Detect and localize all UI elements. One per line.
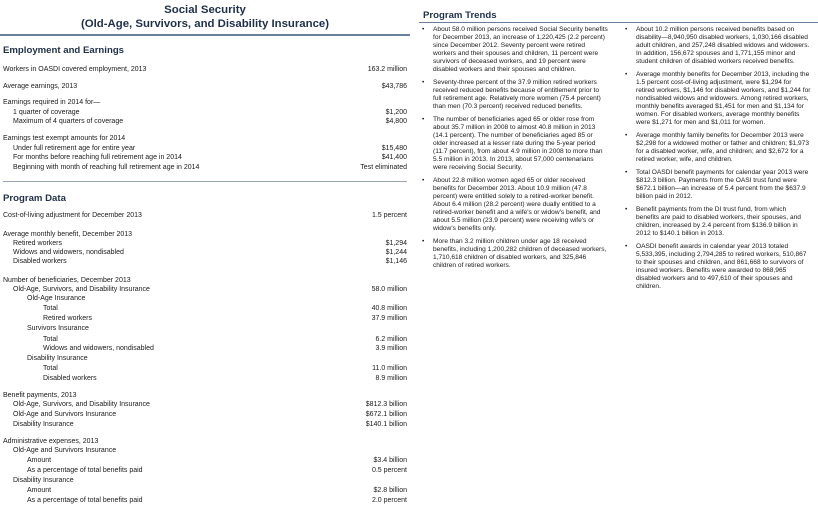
- row-value: $812.3 billion: [365, 401, 407, 408]
- row-label: Earnings test exempt amounts for 2014: [3, 135, 126, 142]
- list-item: [623, 169, 811, 201]
- table-row: [3, 239, 407, 248]
- row-label: Survivors Insurance: [27, 325, 89, 332]
- bullet-icon: •: [625, 243, 628, 250]
- row-label: Disability Insurance: [13, 421, 74, 428]
- table-row: [3, 153, 407, 162]
- row-label: Amount: [27, 487, 52, 494]
- row-value: $15,480: [381, 145, 407, 152]
- row-value: $43,786: [381, 83, 407, 90]
- list-item: [420, 26, 608, 74]
- row-value: 2.0 percent: [371, 497, 407, 504]
- bullet-icon: •: [422, 26, 425, 33]
- bullet-text: Total OASDI benefit payments for calendar year 2013 were $812.3 billion. Payments from the OASI trust fund were $672.1 billion—an increase of 5.4 percent from the $637.9 billion paid in 2012.: [636, 169, 809, 200]
- table-row: [3, 117, 407, 126]
- table-row: [3, 276, 407, 285]
- list-item: [623, 26, 811, 66]
- bullet-text: About 10.2 million persons received benefits based on disability—8,940,950 disabled workers, 1,030,166 disabled adult children, and 257,248 disabled widows and widowers. In addition, 156,672 spouses and 1,771,155 minor and student children of disabled workers received benefits.: [636, 26, 810, 65]
- row-value: 58.0 million: [371, 286, 407, 293]
- row-value: $672.1 billion: [365, 411, 407, 418]
- trends-column-2: [623, 26, 811, 296]
- program-data-heading: Program Data: [3, 193, 66, 204]
- row-value: 37.9 million: [371, 315, 407, 322]
- table-row: [3, 496, 407, 505]
- list-item: [420, 177, 608, 233]
- table-row: [3, 108, 407, 117]
- table-row: [3, 354, 407, 363]
- table-row: [3, 476, 407, 485]
- bullet-icon: •: [625, 71, 628, 78]
- bullet-icon: •: [422, 79, 425, 86]
- table-row: [3, 486, 407, 495]
- title-line-1: Social Security: [164, 4, 246, 16]
- table-row: [3, 391, 407, 400]
- row-label: Administrative expenses, 2013: [3, 438, 99, 445]
- row-label: For months before reaching full retirement age in 2014: [13, 154, 182, 161]
- bullet-icon: •: [422, 238, 425, 245]
- bullet-text: More than 3.2 million children under age 18 received benefits, including 1,200,282 children of deceased workers, 1,710,618 children of disabled workers, and 325,846 children of retired workers.: [433, 238, 607, 269]
- row-label: Total: [43, 365, 58, 372]
- table-row: [3, 65, 407, 74]
- row-value: $3.4 billion: [373, 457, 407, 464]
- row-label: As a percentage of total benefits paid: [27, 467, 143, 474]
- row-value: $1,146: [385, 258, 407, 265]
- table-row: [3, 420, 407, 429]
- section-divider: [3, 181, 407, 182]
- title-divider: [0, 34, 410, 36]
- row-value: 1.5 percent: [371, 212, 407, 219]
- table-row: [3, 248, 407, 257]
- bullet-icon: •: [422, 177, 425, 184]
- employment-heading: Employment and Earnings: [3, 45, 125, 56]
- table-row: [3, 466, 407, 475]
- row-label: Under full retirement age for entire year: [13, 145, 136, 152]
- table-row: [3, 374, 407, 383]
- table-row: [3, 257, 407, 266]
- row-label: Total: [43, 305, 58, 312]
- table-row: [3, 400, 407, 409]
- row-label: Old-Age and Survivors Insurance: [13, 447, 117, 454]
- row-value: 0.5 percent: [371, 467, 407, 474]
- list-item: [420, 79, 608, 111]
- bullet-text: Average monthly family benefits for December 2013 were $2,298 for a widowed mother or father and children; $1,973 for a disabled worker, wife, and children; and $2,672 for a retired worker, wife, and children.: [636, 132, 810, 163]
- list-item: [623, 71, 811, 127]
- bullet-text: Average monthly benefits for December 2013, including the 1.5 percent cost-of-living adjustment, were $1,294 for retired workers, $1,146 for disabled workers, and $1,244 for nondisabled widows and widowers. Among retired workers, monthly benefits averaged $1,451 for men and $1,134 for women. For disabled workers, average monthly benefits were $1,271 for men and $1,011 for women.: [636, 71, 811, 126]
- table-row: [3, 344, 407, 353]
- row-value: 8.9 million: [375, 375, 407, 382]
- bullet-text: About 58.0 million persons received Social Security benefits for December 2013, an increase of 1,220,425 (2.2 percent) since December 2012. Seventy percent were retired workers and their spouses and children, 11 percent were survivors of deceased workers, and 19 percent were disabled workers and their spouses and children.: [433, 26, 608, 73]
- bullet-icon: •: [625, 26, 628, 33]
- table-row: [3, 314, 407, 323]
- table-row: [3, 304, 407, 313]
- row-label: 1 quarter of coverage: [13, 109, 80, 116]
- table-row: [3, 144, 407, 153]
- trends-divider: [419, 22, 818, 23]
- row-label: Benefit payments, 2013: [3, 392, 77, 399]
- row-label: As a percentage of total benefits paid: [27, 497, 143, 504]
- list-item: [420, 238, 608, 270]
- table-row: [3, 437, 407, 446]
- row-label: Amount: [27, 457, 52, 464]
- row-label: Disabled workers: [43, 375, 97, 382]
- table-row: [3, 163, 407, 172]
- row-label: Disability Insurance: [13, 477, 74, 484]
- table-row: [3, 134, 407, 143]
- table-row: [3, 285, 407, 294]
- row-value: $1,244: [385, 249, 407, 256]
- table-row: [3, 446, 407, 455]
- bullet-text: Benefit payments from the DI trust fund, from which benefits are paid to disabled workers, their spouses, and children, increased by 2.4 percent from $136.9 billion in 2012 to $140.1 billion in 2013.: [636, 206, 801, 237]
- table-row: [3, 211, 407, 220]
- row-value: $140.1 billion: [365, 421, 407, 428]
- row-value: $2.8 billion: [373, 487, 407, 494]
- row-label: Old-Age Insurance: [27, 295, 86, 302]
- table-row: [3, 324, 407, 333]
- row-value: 40.8 million: [371, 305, 407, 312]
- bullet-icon: •: [422, 116, 425, 123]
- table-row: [3, 82, 407, 91]
- table-row: [3, 230, 407, 239]
- row-value: $41,400: [381, 154, 407, 161]
- table-row: [3, 294, 407, 303]
- list-item: [623, 206, 811, 238]
- row-value: Test eliminated: [360, 164, 407, 171]
- bullet-icon: •: [625, 132, 628, 139]
- row-label: Average monthly benefit, December 2013: [3, 231, 133, 238]
- row-label: Old-Age and Survivors Insurance: [13, 411, 117, 418]
- row-value: $1,294: [385, 240, 407, 247]
- bullet-text: About 22.8 million women aged 65 or older received benefits for December 2013. About 10.9 million (47.8 percent) were entitled solely to a retired-worker benefit. About 6.4 million (28.2 percent) were dually entitled to a retired-worker benefit and a wife's or widow's benefit, and about 5.5 million (23.9 percent) were receiving wife's or widow's benefits only.: [433, 177, 601, 232]
- row-value: $1,200: [385, 109, 407, 116]
- row-value: 163.2 million: [367, 66, 407, 73]
- table-row: [3, 335, 407, 344]
- row-label: Beginning with month of reaching full retirement age in 2014: [13, 164, 200, 171]
- row-label: Workers in OASDI covered employment, 2013: [3, 66, 147, 73]
- row-label: Widows and widowers, nondisabled: [13, 249, 124, 256]
- row-value: 3.9 million: [375, 345, 407, 352]
- row-label: Cost-of-living adjustment for December 2013: [3, 212, 142, 219]
- row-label: Maximum of 4 quarters of coverage: [13, 118, 124, 125]
- list-item: [420, 116, 608, 172]
- table-row: [3, 364, 407, 373]
- bullet-text: Seventy-three percent of the 37.9 million retired workers received reduced benefits because of entitlement prior to full retirement age. Relatively more women (75.4 percent) than men (70.3 percent) received reduced benefits.: [433, 79, 601, 110]
- row-label: Retired workers: [13, 240, 63, 247]
- row-label: Number of beneficiaries, December 2013: [3, 277, 131, 284]
- row-value: 6.2 million: [375, 336, 407, 343]
- page-title: [0, 3, 410, 31]
- table-row: [3, 98, 407, 107]
- row-value: 11.0 million: [372, 365, 407, 372]
- table-row: [3, 456, 407, 465]
- row-label: Widows and widowers, nondisabled: [43, 345, 154, 352]
- row-label: Average earnings, 2013: [3, 83, 78, 90]
- bullet-icon: •: [625, 206, 628, 213]
- row-label: Disability Insurance: [27, 355, 88, 362]
- right-panel: [419, 0, 818, 508]
- row-label: Earnings required in 2014 for—: [3, 99, 101, 106]
- row-label: Total: [43, 336, 58, 343]
- row-label: Retired workers: [43, 315, 93, 322]
- program-trends-heading: Program Trends: [423, 10, 497, 21]
- bullet-text: OASDI benefit awards in calendar year 2013 totaled 5,533,395, including 2,794,285 to retired workers, 510,867 to their spouses and children, and 861,668 to survivors of insured workers. Benefits were awarded to 868,965 disabled workers and to 497,610 of their spouses and children.: [636, 243, 807, 290]
- row-value: $4,800: [385, 118, 407, 125]
- table-row: [3, 410, 407, 419]
- title-line-2: (Old-Age, Survivors, and Disability Insurance): [80, 18, 330, 30]
- bullet-icon: •: [625, 169, 628, 176]
- trends-column-1: [420, 26, 608, 275]
- list-item: [623, 243, 811, 291]
- row-label: Old-Age, Survivors, and Disability Insurance: [13, 286, 150, 293]
- row-label: Disabled workers: [13, 258, 67, 265]
- row-label: Old-Age, Survivors, and Disability Insurance: [13, 401, 150, 408]
- list-item: [623, 132, 811, 164]
- bullet-text: The number of beneficiaries aged 65 or older rose from about 35.7 million in 2008 to almost 40.8 million in 2013 (14.1 percent). The number of beneficiaries aged 85 or older increased at a lesser rate during the 5-year period (11.7 percent), from about 4.9 million in 2008 to more than 5.5 million in 2013. In 2013, about 57,000 centenarians were receiving Social Security.: [433, 116, 603, 171]
